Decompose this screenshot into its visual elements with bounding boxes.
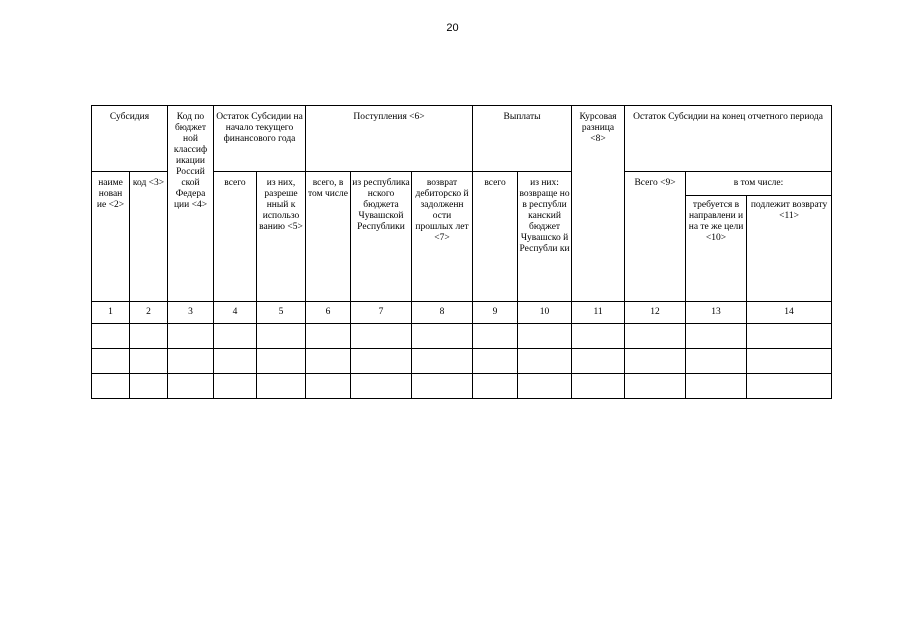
- col-number: 14: [747, 302, 832, 324]
- table-cell: [473, 324, 518, 349]
- col-number: 7: [351, 302, 412, 324]
- col-number: 3: [168, 302, 214, 324]
- header-cb-needed: требуется в направлени и на те же цели <10>: [686, 196, 747, 302]
- table-row: [92, 324, 832, 349]
- table-cell: [351, 324, 412, 349]
- col-number: 12: [625, 302, 686, 324]
- col-number: 2: [130, 302, 168, 324]
- header-cb-to-return: подлежит возврату <11>: [747, 196, 832, 302]
- page-number: 20: [446, 22, 459, 34]
- table-cell: [625, 324, 686, 349]
- table-cell: [257, 349, 306, 374]
- header-exchange-diff: Курсовая разница <8>: [572, 106, 625, 302]
- header-name: наиме нован ие <2>: [92, 172, 130, 302]
- table-cell: [214, 374, 257, 399]
- col-number: 13: [686, 302, 747, 324]
- header-closing-balance: Остаток Субсидии на конец отчетного периода: [625, 106, 832, 172]
- table-cell: [518, 374, 572, 399]
- table-cell: [168, 349, 214, 374]
- table-cell: [473, 374, 518, 399]
- header-receipts: Поступления <6>: [306, 106, 473, 172]
- table-cell: [686, 324, 747, 349]
- table-cell: [257, 374, 306, 399]
- header-cb-incl: в том числе:: [686, 172, 832, 196]
- subsidy-report-table: [91, 105, 832, 399]
- header-code-bk: Код по бюджет ной классиф икации Россий ской Федера ции <4>: [168, 106, 214, 302]
- table-cell: [168, 374, 214, 399]
- table-cell: [130, 349, 168, 374]
- table-cell: [747, 324, 832, 349]
- table-cell: [572, 324, 625, 349]
- table-cell: [625, 349, 686, 374]
- table-cell: [306, 374, 351, 399]
- table-cell: [130, 324, 168, 349]
- col-number: 9: [473, 302, 518, 324]
- table-cell: [518, 349, 572, 374]
- table-cell: [168, 324, 214, 349]
- table-cell: [412, 324, 473, 349]
- header-opening-balance: Остаток Субсидии на начало текущего финансового года: [214, 106, 306, 172]
- header-payments: Выплаты: [473, 106, 572, 172]
- table-row: [92, 374, 832, 399]
- table-cell: [473, 349, 518, 374]
- table-cell: [92, 349, 130, 374]
- table-cell: [686, 374, 747, 399]
- table-row: [92, 349, 832, 374]
- col-number: 10: [518, 302, 572, 324]
- table-cell: [686, 349, 747, 374]
- header-ob-permitted: из них, разреше нный к использо ванию <5>: [257, 172, 306, 302]
- table-cell: [306, 349, 351, 374]
- table-cell: [214, 349, 257, 374]
- table-cell: [572, 349, 625, 374]
- table-cell: [518, 324, 572, 349]
- table-cell: [130, 374, 168, 399]
- table-cell: [625, 374, 686, 399]
- table-cell: [214, 324, 257, 349]
- header-rc-receivables: возврат дебиторско й задолженн ости прошлых лет <7>: [412, 172, 473, 302]
- header-rc-from-budget: из республика нского бюджета Чувашской Республики: [351, 172, 412, 302]
- table-cell: [306, 324, 351, 349]
- table-cell: [412, 374, 473, 399]
- col-number: 11: [572, 302, 625, 324]
- table-cell: [572, 374, 625, 399]
- table-cell: [747, 349, 832, 374]
- table-cell: [257, 324, 306, 349]
- col-number: 4: [214, 302, 257, 324]
- table-cell: [351, 349, 412, 374]
- col-number: 1: [92, 302, 130, 324]
- header-cb-total: Всего <9>: [625, 172, 686, 302]
- header-code: код <3>: [130, 172, 168, 302]
- table-cell: [412, 349, 473, 374]
- table-cell: [351, 374, 412, 399]
- header-subsidy: Субсидия: [92, 106, 168, 172]
- header-pay-total: всего: [473, 172, 518, 302]
- col-number: 8: [412, 302, 473, 324]
- table-cell: [92, 374, 130, 399]
- col-number: 5: [257, 302, 306, 324]
- header-ob-total: всего: [214, 172, 257, 302]
- header-rc-total: всего, в том числе: [306, 172, 351, 302]
- table-cell: [92, 324, 130, 349]
- table-cell: [747, 374, 832, 399]
- empty-rows: [92, 324, 832, 399]
- header-pay-returned: из них: возвраще но в республи канский бюджет Чувашско й Республи ки: [518, 172, 572, 302]
- col-number: 6: [306, 302, 351, 324]
